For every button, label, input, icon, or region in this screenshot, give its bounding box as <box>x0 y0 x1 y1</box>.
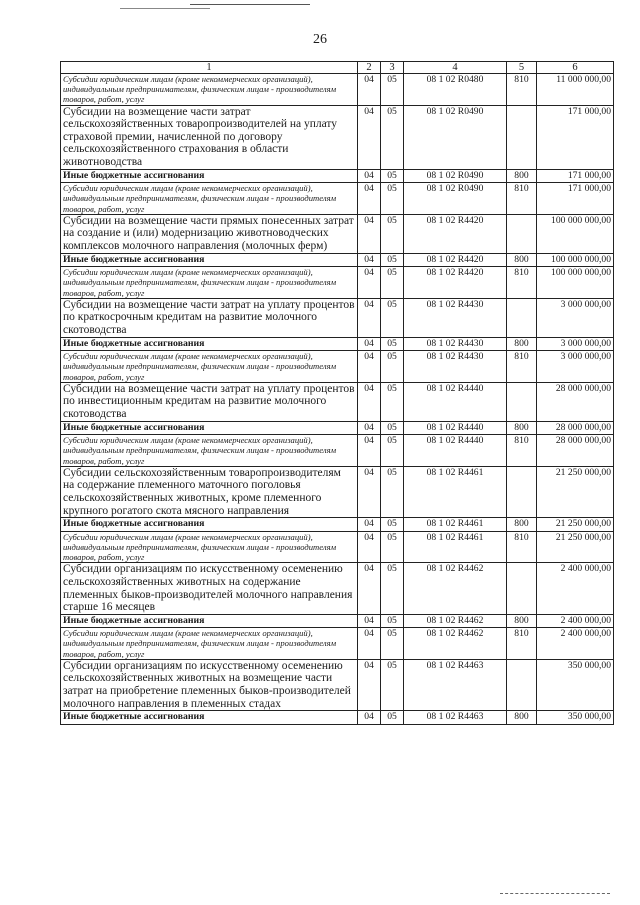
row-section-code: 04 <box>358 183 381 215</box>
row-target-article: 08 1 02 R4430 <box>404 337 507 351</box>
row-expense-type <box>507 105 537 169</box>
table-row <box>61 531 614 563</box>
row-subsection-code: 05 <box>381 518 404 532</box>
row-expense-type <box>507 466 537 517</box>
row-amount: 3 000 000,00 <box>537 337 614 351</box>
table-row <box>61 253 614 267</box>
row-subsection-code: 05 <box>381 382 404 421</box>
row-amount: 350 000,00 <box>537 711 614 725</box>
table-row <box>61 105 614 169</box>
row-description: Иные бюджетные ассигнования <box>61 518 358 532</box>
row-amount: 3 000 000,00 <box>537 351 614 383</box>
row-expense-type: 800 <box>507 421 537 435</box>
row-target-article: 08 1 02 R4440 <box>404 421 507 435</box>
column-header: 4 <box>404 62 507 74</box>
row-subsection-code: 05 <box>381 267 404 299</box>
row-subsection-code: 05 <box>381 628 404 660</box>
table-row <box>61 351 614 383</box>
row-expense-type <box>507 214 537 253</box>
row-expense-type: 800 <box>507 337 537 351</box>
row-description: Субсидии юридическим лицам (кроме некоммерческих организаций), индивидуальным предпринимателям, физическим лицам - производителям товаров, работ, услуг <box>61 267 358 299</box>
row-subsection-code: 05 <box>381 74 404 106</box>
row-subsection-code: 05 <box>381 253 404 267</box>
column-header: 6 <box>537 62 614 74</box>
row-description: Иные бюджетные ассигнования <box>61 253 358 267</box>
row-expense-type: 810 <box>507 435 537 467</box>
row-description: Субсидии юридическим лицам (кроме некоммерческих организаций), индивидуальным предпринимателям, физическим лицам - производителям товаров, работ, услуг <box>61 531 358 563</box>
row-target-article: 08 1 02 R4420 <box>404 267 507 299</box>
table-row <box>61 382 614 421</box>
row-section-code: 04 <box>358 351 381 383</box>
row-amount: 100 000 000,00 <box>537 253 614 267</box>
row-target-article: 08 1 02 R0490 <box>404 183 507 215</box>
row-subsection-code: 05 <box>381 337 404 351</box>
row-expense-type: 800 <box>507 711 537 725</box>
row-target-article: 08 1 02 R4462 <box>404 563 507 614</box>
scan-edge-line <box>190 4 310 5</box>
row-amount: 2 400 000,00 <box>537 628 614 660</box>
row-amount: 171 000,00 <box>537 105 614 169</box>
row-amount: 28 000 000,00 <box>537 435 614 467</box>
row-subsection-code: 05 <box>381 711 404 725</box>
row-expense-type: 800 <box>507 169 537 183</box>
row-target-article: 08 1 02 R4463 <box>404 711 507 725</box>
row-section-code: 04 <box>358 382 381 421</box>
row-target-article: 08 1 02 R4440 <box>404 435 507 467</box>
row-amount: 21 250 000,00 <box>537 518 614 532</box>
row-subsection-code: 05 <box>381 351 404 383</box>
row-expense-type: 800 <box>507 614 537 628</box>
scan-edge-line <box>120 8 210 9</box>
row-subsection-code: 05 <box>381 659 404 710</box>
row-description: Субсидии юридическим лицам (кроме некоммерческих организаций), индивидуальным предпринимателям, физическим лицам - производителям товаров, работ, услуг <box>61 74 358 106</box>
row-target-article: 08 1 02 R4461 <box>404 518 507 532</box>
row-expense-type <box>507 298 537 337</box>
row-subsection-code: 05 <box>381 421 404 435</box>
column-header: 5 <box>507 62 537 74</box>
row-target-article: 08 1 02 R4461 <box>404 531 507 563</box>
row-expense-type: 810 <box>507 531 537 563</box>
row-target-article: 08 1 02 R0480 <box>404 74 507 106</box>
row-description: Иные бюджетные ассигнования <box>61 169 358 183</box>
row-target-article: 08 1 02 R0490 <box>404 105 507 169</box>
row-description: Субсидии на возмещение части затрат на уплату процентов по инвестиционным кредитам на развитие молочного скотоводства <box>61 382 358 421</box>
row-subsection-code: 05 <box>381 531 404 563</box>
budget-table <box>60 61 614 725</box>
row-expense-type: 810 <box>507 628 537 660</box>
row-section-code: 04 <box>358 628 381 660</box>
row-section-code: 04 <box>358 614 381 628</box>
row-section-code: 04 <box>358 267 381 299</box>
row-subsection-code: 05 <box>381 563 404 614</box>
row-description: Иные бюджетные ассигнования <box>61 614 358 628</box>
row-amount: 11 000 000,00 <box>537 74 614 106</box>
column-header: 2 <box>358 62 381 74</box>
row-expense-type: 810 <box>507 183 537 215</box>
row-expense-type: 800 <box>507 253 537 267</box>
row-subsection-code: 05 <box>381 105 404 169</box>
row-description: Субсидии юридическим лицам (кроме некоммерческих организаций), индивидуальным предпринимателям, физическим лицам - производителям товаров, работ, услуг <box>61 628 358 660</box>
table-row <box>61 711 614 725</box>
row-expense-type: 810 <box>507 74 537 106</box>
row-section-code: 04 <box>358 105 381 169</box>
row-expense-type <box>507 382 537 421</box>
table-row <box>61 518 614 532</box>
row-section-code: 04 <box>358 531 381 563</box>
row-section-code: 04 <box>358 214 381 253</box>
row-description: Иные бюджетные ассигнования <box>61 711 358 725</box>
row-amount: 2 400 000,00 <box>537 563 614 614</box>
table-row <box>61 74 614 106</box>
table-row <box>61 169 614 183</box>
row-subsection-code: 05 <box>381 214 404 253</box>
table-row <box>61 267 614 299</box>
row-target-article: 08 1 02 R0490 <box>404 169 507 183</box>
row-subsection-code: 05 <box>381 614 404 628</box>
row-amount: 21 250 000,00 <box>537 531 614 563</box>
table-row <box>61 337 614 351</box>
row-target-article: 08 1 02 R4463 <box>404 659 507 710</box>
row-description: Субсидии на возмещение части прямых понесенных затрат на создание и (или) модернизацию животноводческих комплексов молочного направления (молочных ферм) <box>61 214 358 253</box>
row-target-article: 08 1 02 R4420 <box>404 253 507 267</box>
row-description: Субсидии на возмещение части затрат сельскохозяйственных товаропроизводителей на уплату страховой премии, начисленной по договору сельскохозяйственного страхования в области животноводства <box>61 105 358 169</box>
row-description: Субсидии юридическим лицам (кроме некоммерческих организаций), индивидуальным предпринимателям, физическим лицам - производителям товаров, работ, услуг <box>61 351 358 383</box>
row-section-code: 04 <box>358 466 381 517</box>
page-number: 26 <box>313 32 327 47</box>
table-row <box>61 628 614 660</box>
table-row <box>61 563 614 614</box>
row-target-article: 08 1 02 R4430 <box>404 351 507 383</box>
row-section-code: 04 <box>358 435 381 467</box>
column-header: 1 <box>61 62 358 74</box>
row-description: Субсидии на возмещение части затрат на уплату процентов по краткосрочным кредитам на развитие молочного скотоводства <box>61 298 358 337</box>
row-amount: 2 400 000,00 <box>537 614 614 628</box>
table-row <box>61 659 614 710</box>
row-expense-type <box>507 659 537 710</box>
table-row <box>61 614 614 628</box>
row-amount: 28 000 000,00 <box>537 382 614 421</box>
table-row <box>61 214 614 253</box>
row-amount: 100 000 000,00 <box>537 214 614 253</box>
table-row <box>61 183 614 215</box>
table-row <box>61 298 614 337</box>
row-section-code: 04 <box>358 421 381 435</box>
row-description: Иные бюджетные ассигнования <box>61 337 358 351</box>
row-description: Субсидии юридическим лицам (кроме некоммерческих организаций), индивидуальным предпринимателям, физическим лицам - производителям товаров, работ, услуг <box>61 435 358 467</box>
column-header: 3 <box>381 62 404 74</box>
row-amount: 171 000,00 <box>537 169 614 183</box>
row-expense-type <box>507 563 537 614</box>
row-section-code: 04 <box>358 518 381 532</box>
row-expense-type: 800 <box>507 518 537 532</box>
row-subsection-code: 05 <box>381 169 404 183</box>
row-target-article: 08 1 02 R4440 <box>404 382 507 421</box>
row-description: Субсидии сельскохозяйственным товаропроизводителям на содержание племенного маточного поголовья сельскохозяйственных животных, кроме племенного крупного рогатого скота мясного направления <box>61 466 358 517</box>
row-amount: 100 000 000,00 <box>537 267 614 299</box>
row-section-code: 04 <box>358 563 381 614</box>
row-section-code: 04 <box>358 711 381 725</box>
row-section-code: 04 <box>358 337 381 351</box>
row-target-article: 08 1 02 R4420 <box>404 214 507 253</box>
row-description: Субсидии юридическим лицам (кроме некоммерческих организаций), индивидуальным предпринимателям, физическим лицам - производителям товаров, работ, услуг <box>61 183 358 215</box>
row-subsection-code: 05 <box>381 435 404 467</box>
row-subsection-code: 05 <box>381 466 404 517</box>
table-row <box>61 421 614 435</box>
row-target-article: 08 1 02 R4462 <box>404 614 507 628</box>
row-section-code: 04 <box>358 74 381 106</box>
row-section-code: 04 <box>358 659 381 710</box>
row-expense-type: 810 <box>507 267 537 299</box>
row-section-code: 04 <box>358 253 381 267</box>
row-section-code: 04 <box>358 169 381 183</box>
row-section-code: 04 <box>358 298 381 337</box>
row-description: Иные бюджетные ассигнования <box>61 421 358 435</box>
row-expense-type: 810 <box>507 351 537 383</box>
row-amount: 28 000 000,00 <box>537 421 614 435</box>
row-subsection-code: 05 <box>381 298 404 337</box>
table-row <box>61 435 614 467</box>
table-header-row <box>61 62 614 74</box>
row-amount: 350 000,00 <box>537 659 614 710</box>
row-target-article: 08 1 02 R4462 <box>404 628 507 660</box>
row-subsection-code: 05 <box>381 183 404 215</box>
row-amount: 21 250 000,00 <box>537 466 614 517</box>
row-target-article: 08 1 02 R4461 <box>404 466 507 517</box>
table-row <box>61 466 614 517</box>
row-amount: 3 000 000,00 <box>537 298 614 337</box>
row-description: Субсидии организациям по искусственному осеменению сельскохозяйственных животных на содержание племенных быков-производителей молочного направления старше 16 месяцев <box>61 563 358 614</box>
scan-edge-line <box>500 893 610 894</box>
row-target-article: 08 1 02 R4430 <box>404 298 507 337</box>
row-amount: 171 000,00 <box>537 183 614 215</box>
row-description: Субсидии организациям по искусственному осеменению сельскохозяйственных животных на возмещение части затрат на приобретение племенных быков-производителей молочного направления в племенных стадах <box>61 659 358 710</box>
